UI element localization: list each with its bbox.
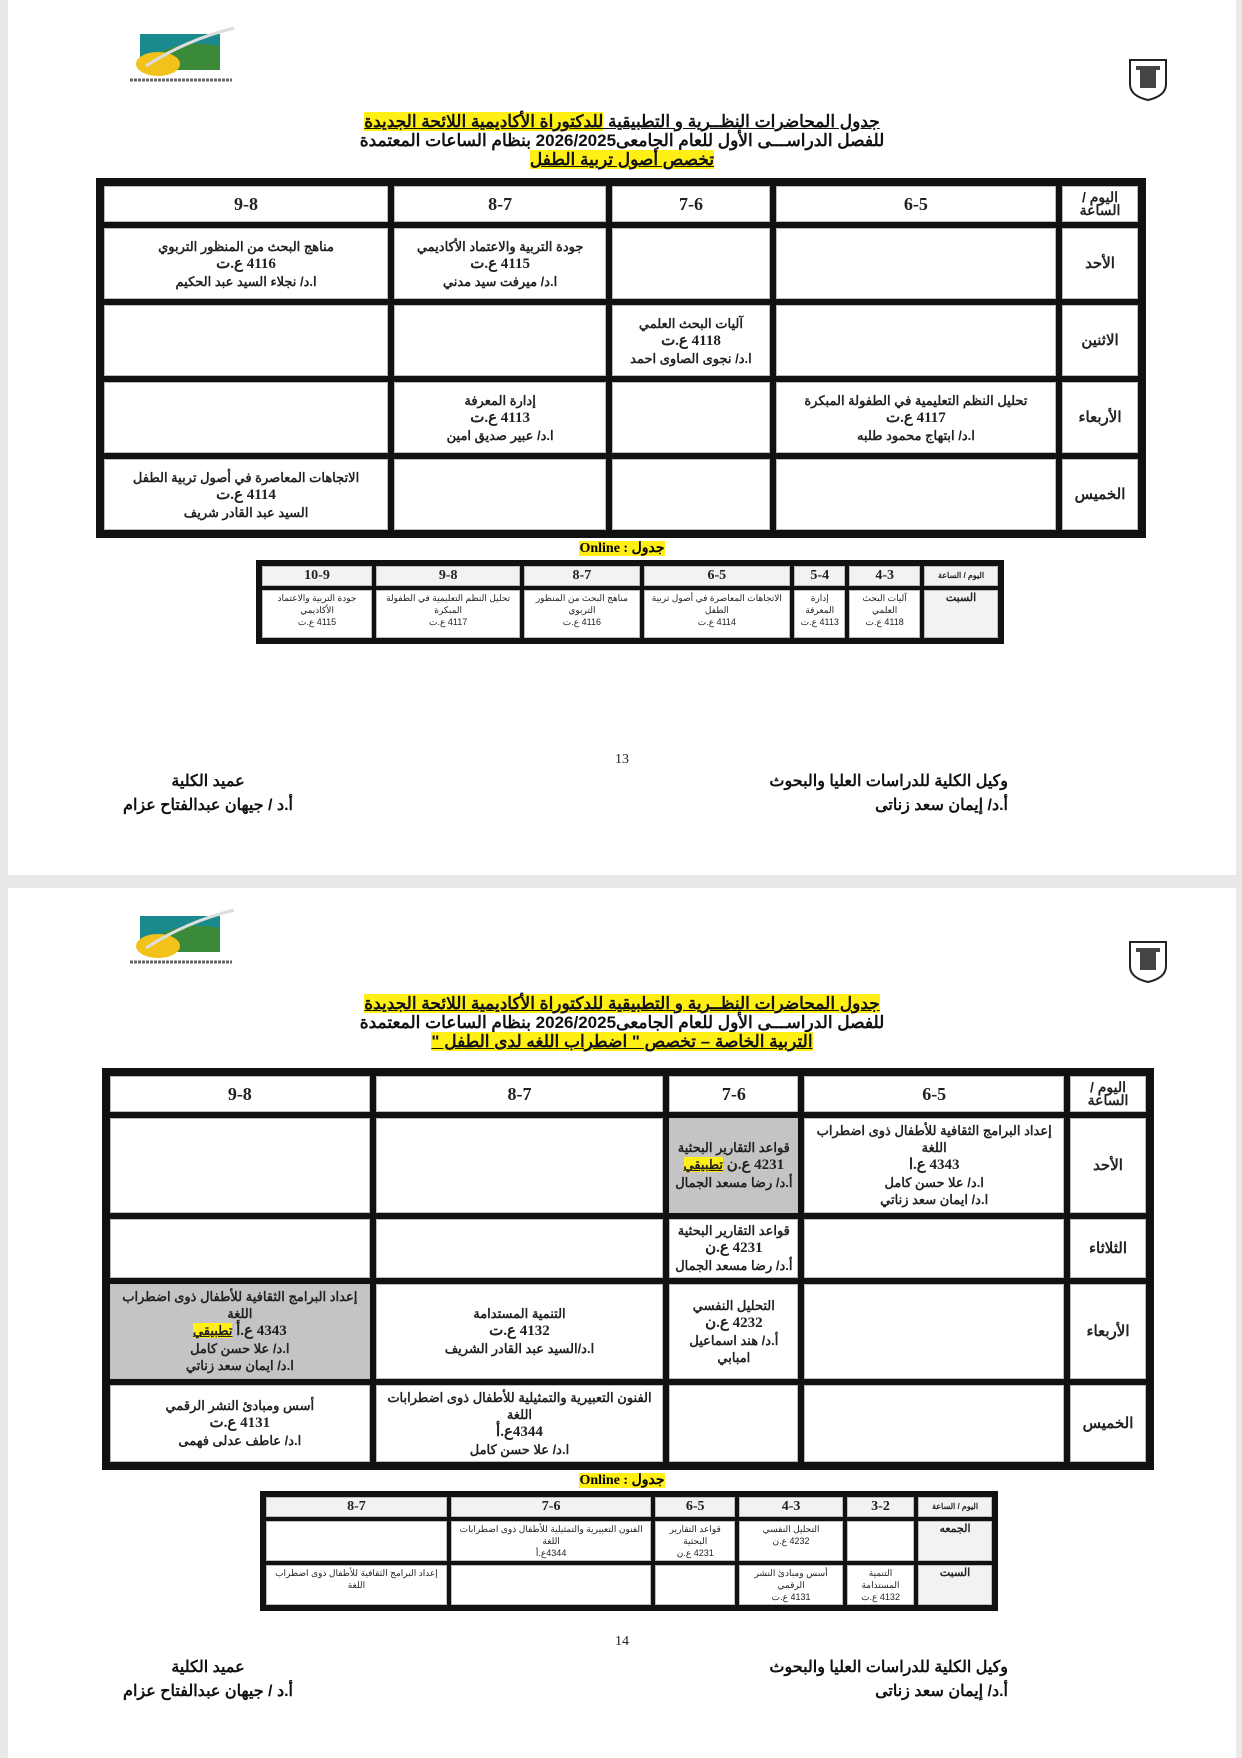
practical-tag: تطبيقي [192, 1323, 233, 1339]
course-cell [666, 1115, 801, 1216]
course-code: 4131 ع.ت [771, 1592, 811, 1602]
course-code-line [108, 255, 384, 273]
course-code: 4115 ع.ت [297, 617, 337, 627]
course-name: الاتجاهات المعاصرة في أصول تربية الطفل [651, 593, 782, 615]
course-name: آليات البحث العلمي [862, 593, 907, 615]
course-code: 4343 ع.أ [236, 1323, 287, 1340]
vice-dean-title: وكيل الكلية للدراسات العليا والبحوث [769, 773, 1008, 790]
course-code-line [380, 1423, 660, 1441]
course-name: التحليل النفسي [692, 1297, 775, 1313]
course-cell [642, 588, 793, 640]
vice-dean-signature [769, 1656, 1008, 1704]
course-name: التنمية المستدامة [473, 1306, 566, 1322]
college-logo [126, 908, 236, 970]
empty-cell [107, 1115, 373, 1216]
course-cell [801, 1115, 1067, 1216]
course-code: 4118 ع.ت [661, 332, 721, 349]
time-slot-header: 6-5 [642, 564, 793, 588]
specialization-title: تخصص أصول تربية الطفل [529, 150, 715, 169]
course-cell [101, 225, 391, 302]
course-code: 4117 ع.ت [886, 409, 946, 426]
college-logo [126, 26, 236, 88]
course-cell [666, 1281, 801, 1382]
course-code-line [673, 1156, 794, 1174]
course-code-line [114, 1414, 366, 1432]
course-code-line [398, 409, 602, 427]
day-label: الأحد [1067, 1115, 1149, 1216]
instructor-name: ا.د/ عبير صديق امين [446, 427, 554, 443]
instructor-name: ا.د/ ايمان سعد زناتي [880, 1192, 989, 1208]
dean-signature [108, 1656, 308, 1704]
table-row [101, 302, 1141, 379]
course-code: 4344ع.أ [496, 1423, 543, 1440]
course-name: تحليل النظم التعليمية في الطفولة المبكرة [804, 392, 1028, 408]
page-number: 14 [615, 1634, 629, 1649]
corner-header: اليوم / الساعة [1059, 183, 1141, 225]
semester-line: للفصل الدراســـى الأول للعام الجامعى2026/2025 بنظام الساعات المعتمدة [359, 131, 885, 150]
course-name: قواعد التقارير البحثية [677, 1223, 790, 1239]
instructor-name: أ.د/ رضا مسعد الجمال [675, 1258, 793, 1274]
instructor-name: أ.د/ هند اسماعيل امبابي [689, 1332, 779, 1365]
corner-header: اليوم / الساعة [916, 1495, 994, 1519]
day-label: الخميس [1059, 456, 1141, 533]
online-schedule-title: جدول : Online [579, 541, 665, 556]
course-code-line [673, 1314, 794, 1332]
online-schedule-title: جدول : Online [579, 1473, 665, 1488]
schedule-title: جدول المحاضرات النظــرية و التطبيقية للدكتوراة الأكاديمية اللائحة الجديدة [364, 112, 880, 131]
course-cell [737, 1519, 845, 1563]
course-cell [522, 588, 641, 640]
header-row [101, 183, 1141, 225]
table-row [264, 1563, 994, 1607]
time-slot-header: 6-5 [801, 1073, 1067, 1115]
course-cell [449, 1519, 654, 1563]
course-code: 4116 ع.ت [562, 617, 601, 627]
course-cell [666, 1216, 801, 1281]
empty-cell [107, 1216, 373, 1281]
dean-name: أ.د / جيهان عبدالفتاح عزام [123, 797, 293, 814]
course-cell [792, 588, 847, 640]
course-code: 4114 ع.ت [216, 486, 276, 503]
course-cell [107, 1281, 373, 1382]
course-code-line [380, 1322, 660, 1340]
time-slot-header: 7-6 [666, 1073, 801, 1115]
empty-cell [101, 302, 391, 379]
time-slot-header: 4-3 [847, 564, 922, 588]
course-cell [391, 225, 609, 302]
course-code: 4132 ع.ت [489, 1323, 550, 1340]
time-slot-header: 8-7 [522, 564, 641, 588]
course-name: إدارة المعرفة [464, 392, 536, 408]
course-code-line [108, 486, 384, 504]
table-row [101, 456, 1141, 533]
time-slot-header: 6-5 [653, 1495, 737, 1519]
time-slot-header: 8-7 [264, 1495, 449, 1519]
corner-header: اليوم / الساعة [922, 564, 1000, 588]
instructor-name: ا.د/السيد عبد القادر الشريف [444, 1341, 595, 1357]
instructor-name: ا.د/ علا حسن كامل [469, 1441, 570, 1457]
course-cell [391, 379, 609, 456]
dean-title: عميد الكلية [171, 773, 245, 790]
day-label: الاثنين [1059, 302, 1141, 379]
course-cell [264, 1563, 449, 1607]
header-row [264, 1495, 994, 1519]
empty-cell [801, 1281, 1067, 1382]
time-slot-header: 8-7 [373, 1073, 667, 1115]
course-cell [609, 302, 773, 379]
course-code: 4113 ع.ت [800, 617, 839, 627]
course-name: جودة التربية والاعتماد الأكاديمي [416, 238, 584, 254]
online-schedule-table [256, 560, 1004, 644]
course-cell [373, 1281, 667, 1382]
course-name: التحليل النفسي [762, 1524, 820, 1534]
course-cell [653, 1519, 737, 1563]
course-name: الاتجاهات المعاصرة في أصول تربية الطفل [132, 469, 360, 485]
document-page-14 [8, 888, 1236, 1758]
empty-cell [609, 379, 773, 456]
time-slot-header: 5-4 [792, 564, 847, 588]
course-code: 4232 ع.ن [705, 1314, 763, 1331]
course-name: جودة التربية والاعتماد الأكاديمي [277, 593, 357, 615]
course-name: قواعد التقارير البحثية [677, 1140, 790, 1156]
empty-cell [773, 456, 1059, 533]
empty-cell [801, 1216, 1067, 1281]
table-row [264, 1519, 994, 1563]
day-label: السبت [922, 588, 1000, 640]
empty-cell [653, 1563, 737, 1607]
time-slot-header: 9-8 [374, 564, 522, 588]
course-code-line [808, 1156, 1060, 1174]
course-cell [847, 588, 922, 640]
empty-cell [264, 1519, 449, 1563]
course-cell [101, 456, 391, 533]
empty-cell [449, 1563, 654, 1607]
time-slot-header: 9-8 [101, 183, 391, 225]
course-code-line [616, 332, 766, 350]
course-code: 4132 ع.ت [861, 1592, 900, 1602]
table-row [107, 1216, 1149, 1281]
empty-cell [391, 302, 609, 379]
table-row [101, 379, 1141, 456]
day-label: الأربعاء [1059, 379, 1141, 456]
course-cell [374, 588, 522, 640]
course-name: تحليل النظم التعليمية في الطفولة المبكرة [386, 593, 511, 615]
course-cell [737, 1563, 845, 1607]
course-code: 4344ع.أ [535, 1548, 567, 1558]
course-name: التنمية المستدامة [861, 1568, 900, 1590]
table-row [260, 588, 1000, 640]
corner-header: اليوم / الساعة [1067, 1073, 1149, 1115]
online-schedule-table [260, 1491, 998, 1611]
weekly-schedule-table [102, 1068, 1154, 1470]
instructor-name: ا.د/ ابتهاج محمود طلبه [856, 427, 975, 443]
day-label: الجمعه [916, 1519, 994, 1563]
dean-signature [108, 770, 308, 818]
day-label: السبت [916, 1563, 994, 1607]
course-code: 4118 ع.ت [865, 617, 904, 627]
empty-cell [101, 379, 391, 456]
empty-cell [666, 1382, 801, 1465]
course-code: 4113 ع.ت [470, 409, 530, 426]
course-name: إعداد البرامج الثقافية للأطفال ذوى اضطراب اللغة [122, 1289, 358, 1322]
course-code: 4232 ع.ن [772, 1536, 810, 1546]
time-slot-header: 3-2 [845, 1495, 916, 1519]
specialization-title: التربية الخاصة – تخصص " اضطراب اللغه لدى الطفل " [431, 1032, 813, 1051]
course-name: قواعد التقارير البحثية [669, 1524, 721, 1546]
time-slot-header: 9-8 [107, 1073, 373, 1115]
instructor-name: ا.د/ ميرفت سيد مدني [442, 273, 558, 289]
course-name: مناهج البحث من المنظور التربوي [535, 593, 628, 615]
semester-line: للفصل الدراســـى الأول للعام الجامعى2026/2025 بنظام الساعات المعتمدة [359, 1013, 885, 1032]
day-label: الثلاثاء [1067, 1216, 1149, 1281]
course-name: إعداد البرامج الثقافية للأطفال ذوى اضطراب اللغة [275, 1568, 438, 1590]
university-seal [1126, 938, 1170, 986]
empty-cell [801, 1382, 1067, 1465]
instructor-name: ا.د/ علا حسن كامل [884, 1175, 984, 1191]
time-slot-header: 6-5 [773, 183, 1059, 225]
instructor-name: ا.د/ نجلاء السيد عبد الحكيم [175, 273, 317, 289]
vice-dean-title: وكيل الكلية للدراسات العليا والبحوث [769, 1659, 1008, 1676]
instructor-name: ا.د/ ايمان سعد زناتي [185, 1358, 294, 1374]
time-slot-header: 10-9 [260, 564, 374, 588]
course-cell [845, 1563, 916, 1607]
dean-name: أ.د / جيهان عبدالفتاح عزام [123, 1683, 293, 1700]
course-name: آليات البحث العلمي [638, 315, 743, 331]
course-code-line [114, 1322, 366, 1340]
time-slot-header: 7-6 [449, 1495, 654, 1519]
empty-cell [609, 225, 773, 302]
time-slot-header: 7-6 [609, 183, 773, 225]
weekly-schedule-table [96, 178, 1146, 538]
empty-cell [373, 1115, 667, 1216]
university-seal [1126, 56, 1170, 104]
course-code: 4231 ع.ن [705, 1240, 763, 1257]
time-slot-header: 8-7 [391, 183, 609, 225]
course-code: 4231 ع.ن [676, 1548, 714, 1558]
header-row [260, 564, 1000, 588]
empty-cell [845, 1519, 916, 1563]
course-name: الفنون التعبيرية والتمثيلية للأطفال ذوى اضطرابات اللغة [387, 1389, 652, 1422]
course-code: 4116 ع.ت [216, 255, 276, 272]
course-code: 4231 ع.ن [726, 1157, 785, 1174]
dean-title: عميد الكلية [171, 1659, 245, 1676]
course-cell [373, 1382, 667, 1465]
course-cell [107, 1382, 373, 1465]
practical-tag: تطبيقي [683, 1157, 724, 1173]
course-code: 4115 ع.ت [470, 255, 530, 272]
course-code: 4343 ع.ا [908, 1157, 960, 1174]
header-row [107, 1073, 1149, 1115]
instructor-name: ا.د/ علا حسن كامل [190, 1341, 290, 1357]
empty-cell [773, 302, 1059, 379]
vice-dean-name: أ.د/ إيمان سعد زناتى [875, 1683, 1008, 1700]
table-row [107, 1281, 1149, 1382]
document-page-13 [8, 0, 1236, 875]
course-name: الفنون التعبيرية والتمثيلية للأطفال ذوى اضطرابات اللغة [459, 1524, 643, 1546]
instructor-name: ا.د/ نجوى الصاوى احمد [630, 350, 752, 366]
vice-dean-signature [769, 770, 1008, 818]
empty-cell [391, 456, 609, 533]
course-cell [260, 588, 374, 640]
course-code-line [780, 409, 1052, 427]
course-name: إعداد البرامج الثقافية للأطفال ذوى اضطراب اللغة [816, 1123, 1052, 1156]
course-code: 4117 ع.ت [429, 617, 468, 627]
instructor-name: السيد عبد القادر شريف [183, 504, 309, 520]
course-code: 4114 ع.ت [697, 617, 736, 627]
course-name: مناهج البحث من المنظور التربوي [158, 238, 334, 254]
empty-cell [373, 1216, 667, 1281]
table-row [107, 1115, 1149, 1216]
instructor-name: أ.د/ رضا مسعد الجمال [675, 1175, 793, 1191]
day-label: الأربعاء [1067, 1281, 1149, 1382]
schedule-title: جدول المحاضرات النظــرية و التطبيقية للدكتوراة الأكاديمية اللائحة الجديدة [364, 994, 880, 1013]
day-label: الخميس [1067, 1382, 1149, 1465]
time-slot-header: 4-3 [737, 1495, 845, 1519]
table-row [107, 1382, 1149, 1465]
course-code: 4131 ع.ت [209, 1415, 271, 1432]
vice-dean-name: أ.د/ إيمان سعد زناتى [875, 797, 1008, 814]
course-name: إدارة المعرفة [805, 593, 835, 615]
course-code-line [673, 1239, 794, 1257]
course-code-line [398, 255, 602, 273]
empty-cell [609, 456, 773, 533]
course-name: أسس ومبادئ النشر الرقمي [165, 1398, 315, 1414]
course-name: أسس ومبادئ النشر الرقمي [754, 1568, 828, 1590]
instructor-name: ا.د/ عاطف عدلى فهمى [178, 1433, 302, 1449]
table-row [101, 225, 1141, 302]
page-number: 13 [615, 752, 629, 767]
course-cell [773, 379, 1059, 456]
empty-cell [773, 225, 1059, 302]
day-label: الأحد [1059, 225, 1141, 302]
